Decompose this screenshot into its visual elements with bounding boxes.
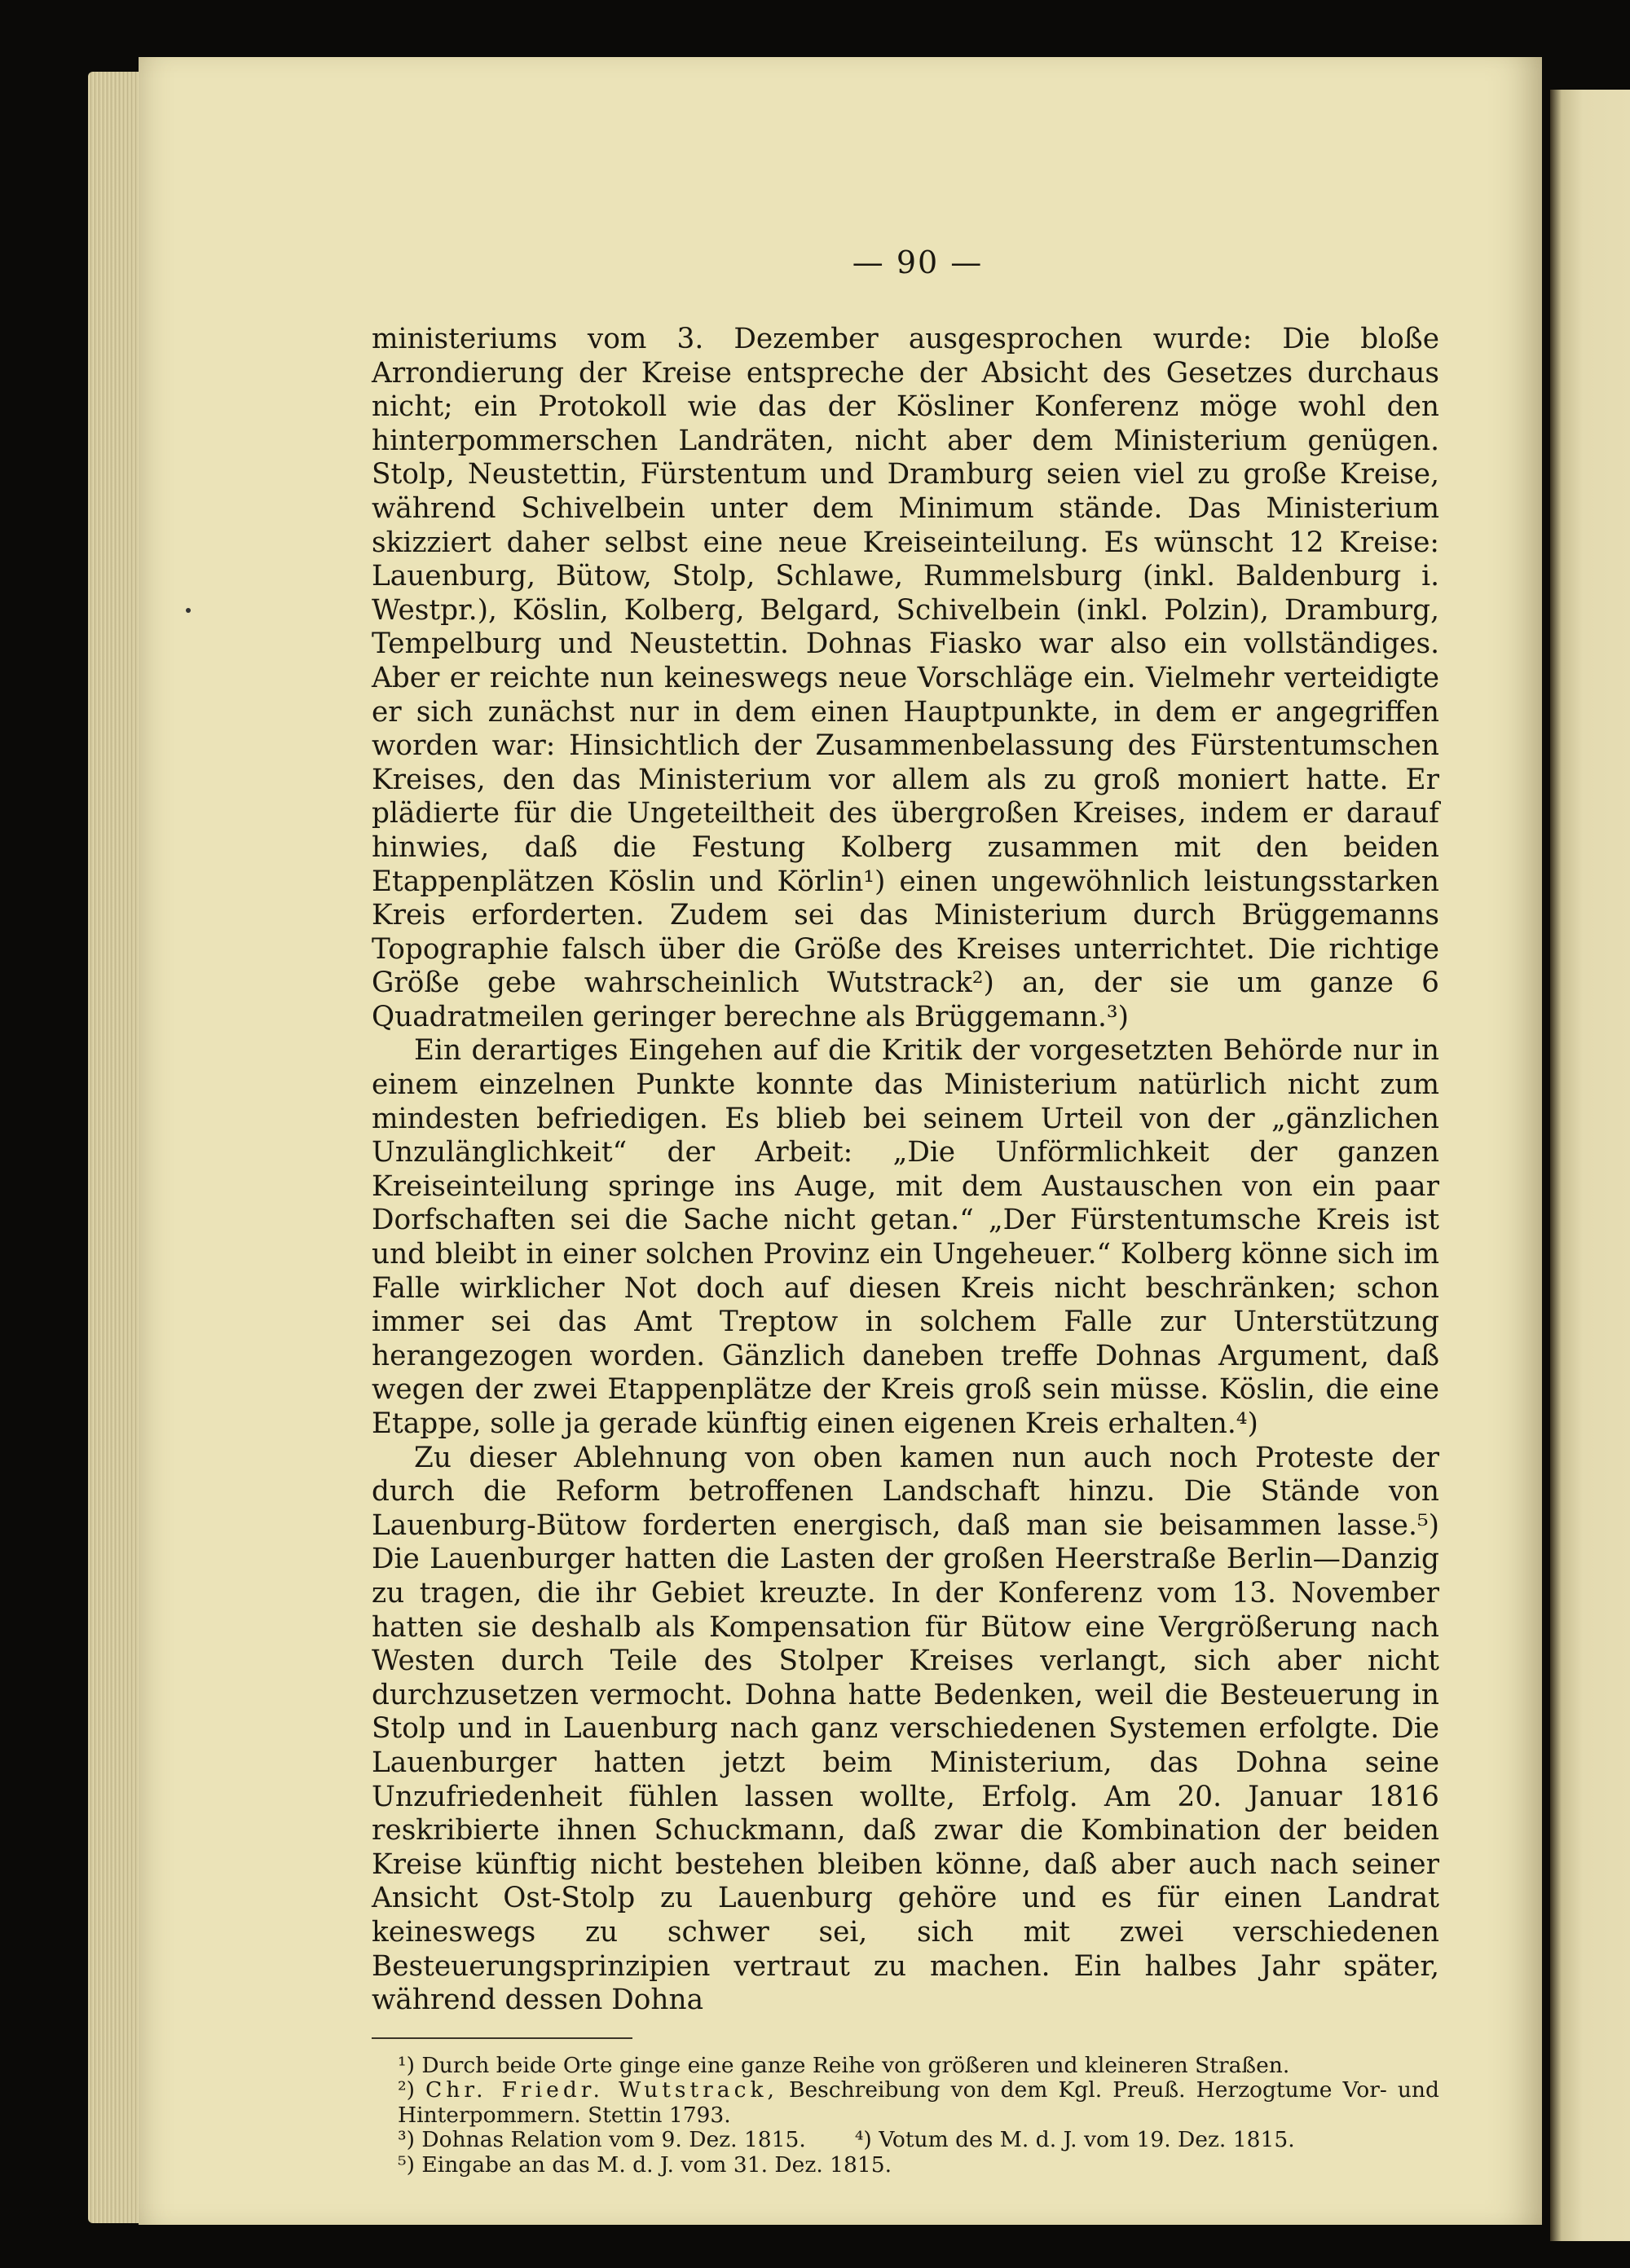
footnote-5: ⁵) Eingabe an das M. d. J. vom 31. Dez. 1815. [398, 2151, 892, 2178]
footnote-2-author: Chr. Friedr. Wutstrack, [425, 2077, 778, 2103]
footnote-2 [398, 2078, 1439, 2128]
page-number: — 90 — [852, 244, 984, 280]
page-text-block [372, 244, 1439, 2178]
footnote-1: ¹) Durch beide Orte ginge eine ganze Reihe von größeren und kleineren Straßen. [398, 2052, 1290, 2078]
paragraph-2: Ein derartiges Eingehen auf die Kritik der vorgesetzten Behörde nur in einem einzelnen Punkte konnte das Ministerium natürlich nicht zum mindesten befriedigen. Es blieb bei seinem Urteil von der „gänzlichen Unzulänglichkeit“ der Arbeit: „Die Unförmlichkeit der ganzen Kreiseinteilung springe ins Auge, mit dem Austauschen von ein paar Dorfschaften sei die Sache nicht getan.“ „Der Fürstentumsche Kreis ist und bleibt in einer solchen Provinz ein Ungeheuer.“ Kolberg könne sich im Falle wirklicher Not doch auf diesen Kreis nicht beschränken; schon immer sei das Amt Treptow in solchem Falle zur Unterstützung herangezogen worden. Gänzlich daneben treffe Dohnas Argument, daß wegen der zwei Etappenplätze der Kreis groß sein müsse. Köslin, die eine Etappe, solle ja gerade künftig einen eigenen Kreis erhalten.⁴) [372, 1034, 1439, 1440]
footnote-rule [372, 2037, 632, 2039]
paragraph-1: ministeriums vom 3. Dezember ausgesprochen wurde: Die bloße Arrondierung der Kreise entspreche der Absicht des Gesetzes durchaus nicht; ein Protokoll wie das der Kösliner Konferenz möge wohl den hinterpommerschen Landräten, nicht aber dem Ministerium genügen. Stolp, Neustettin, Fürstentum und Dramburg seien viel zu große Kreise, während Schivelbein unter dem Minimum stände. Das Ministerium skizziert daher selbst eine neue Kreiseinteilung. Es wünscht 12 Kreise: Lauenburg, Bütow, Stolp, Schlawe, Rummelsburg (inkl. Baldenburg i. Westpr.), Köslin, Kolberg, Belgard, Schivelbein (inkl. Polzin), Dramburg, Tempelburg und Neustettin. Dohnas Fiasko war also ein vollständiges. Aber er reichte nun keineswegs neue Vorschläge ein. Vielmehr verteidigte er sich zunächst nur in dem einen Hauptpunkte, in dem er angegriffen worden war: Hinsichtlich der Zusammenbelassung des Fürstentumschen Kreises, den das Ministerium vor allem als zu groß moniert hatte. Er plädierte für die Ungeteiltheit des übergroßen Kreises, indem er darauf hinwies, daß die Festung Kolberg zusammen mit den beiden Etappenplätzen Köslin und Körlin¹) einen ungewöhnlich leistungsstarken Kreis erforderten. Zudem sei das Ministerium durch Brüggemanns Topographie falsch über die Größe des Kreises unterrichtet. Die richtige Größe gebe wahrscheinlich Wutstrack²) an, der sie um ganze 6 Quadratmeilen geringer berechne als Brüggemann.³) [372, 323, 1439, 1033]
footnote-2-text: Beschreibung von dem Kgl. Preuß. Herzogtume Vor- und Hinterpommern. Stettin 1793. [398, 2077, 1439, 2128]
footnote-4: ⁴) Votum des M. d. J. vom 19. Dez. 1815. [854, 2127, 1295, 2153]
page-edge-stack [88, 72, 145, 2223]
facing-page-edge [1550, 90, 1630, 2241]
margin-speck [186, 608, 191, 613]
footnote-2-mark: ²) [398, 2077, 415, 2103]
footnote-row-3-4 [398, 2128, 1439, 2153]
footnote-3: ³) Dohnas Relation vom 9. Dez. 1815. [398, 2127, 806, 2153]
paragraph-3: Zu dieser Ablehnung von oben kamen nun auch noch Proteste der durch die Reform betroffenen Landschaft hinzu. Die Stände von Lauenburg-Bütow forderten energisch, daß man sie beisammen lasse.⁵) Die Lauenburger hatten die Lasten der großen Heerstraße Berlin—Danzig zu tragen, die ihr Gebiet kreuzte. In der Konferenz vom 13. November hatten sie deshalb als Kompensation für Bütow eine Vergrößerung nach Westen durch Teile des Stolper Kreises verlangt, sich aber nicht durchzusetzen vermocht. Dohna hatte Bedenken, weil die Besteuerung in Stolp und in Lauenburg nach ganz verschiedenen Systemen erfolgte. Die Lauenburger hatten jetzt beim Ministerium, das Dohna seine Unzufriedenheit fühlen lassen wollte, Erfolg. Am 20. Januar 1816 reskribierte ihnen Schuckmann, daß zwar die Kombination der beiden Kreise künftig nicht bestehen bleiben könne, daß aber auch nach seiner Ansicht Ost-Stolp zu Lauenburg gehöre und es für einen Landrat keineswegs zu schwer sei, sich mit zwei verschiedenen Besteuerungsprinzipien vertraut zu machen. Ein halbes Jahr später, während dessen Dohna [372, 1441, 1439, 2017]
